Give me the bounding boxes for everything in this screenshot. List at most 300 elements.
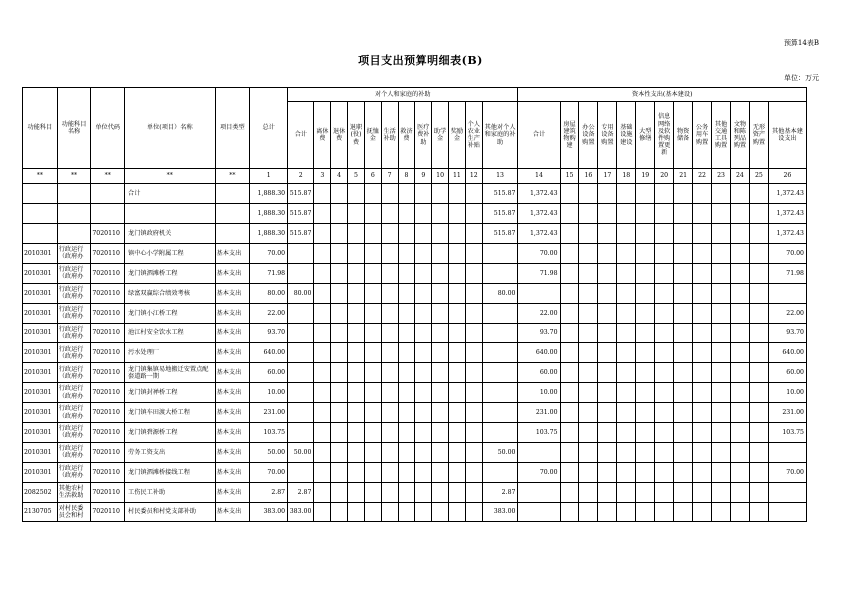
cell-empty xyxy=(712,224,731,244)
cell-empty xyxy=(617,283,636,303)
cell-empty xyxy=(449,383,466,403)
cell-empty xyxy=(730,383,749,403)
cell-empty xyxy=(674,283,693,303)
cell-empty xyxy=(314,383,331,403)
cell-unit-code: 7020110 xyxy=(91,224,125,244)
cell-func-name: 对村民委员会和村 xyxy=(57,502,91,522)
table-row xyxy=(23,184,807,204)
cell-personal-other: 2.87 xyxy=(482,482,518,502)
cell-proj-type: 基本支出 xyxy=(215,403,250,423)
cell-empty xyxy=(636,204,655,224)
header-number-cell: 5 xyxy=(348,169,365,184)
cell-empty xyxy=(381,184,398,204)
cell-capital-other: 640.00 xyxy=(768,343,806,363)
cell-empty xyxy=(617,263,636,283)
cell-empty xyxy=(712,303,731,323)
cell-empty xyxy=(730,442,749,462)
cell-empty xyxy=(617,482,636,502)
cell-empty xyxy=(693,462,712,482)
cell-empty xyxy=(364,244,381,264)
cell-empty xyxy=(465,462,482,482)
cell-personal-total xyxy=(288,423,314,443)
cell-unit-code: 7020110 xyxy=(91,482,125,502)
cell-unit-name: 龙门镇政府机关 xyxy=(125,224,215,244)
cell-empty xyxy=(381,403,398,423)
cell-empty xyxy=(674,462,693,482)
cell-empty xyxy=(598,462,617,482)
header-number-cell: 23 xyxy=(712,169,731,184)
cell-empty xyxy=(749,383,768,403)
cell-capital-other: 231.00 xyxy=(768,403,806,423)
header-number-cell: 16 xyxy=(579,169,598,184)
cell-empty xyxy=(730,462,749,482)
cell-total: 70.00 xyxy=(250,244,288,264)
cell-empty xyxy=(730,263,749,283)
cell-empty xyxy=(579,224,598,244)
header-number-cell: 2 xyxy=(288,169,314,184)
cell-empty xyxy=(749,502,768,522)
cell-empty xyxy=(398,462,415,482)
cell-empty xyxy=(348,502,365,522)
cell-capital-other xyxy=(768,482,806,502)
cell-empty xyxy=(331,283,348,303)
cell-empty xyxy=(432,502,449,522)
cell-unit-name: 工伤民工补助 xyxy=(125,482,215,502)
cell-empty xyxy=(415,383,432,403)
cell-empty xyxy=(432,224,449,244)
cell-empty xyxy=(579,303,598,323)
cell-empty xyxy=(364,263,381,283)
cell-empty xyxy=(432,283,449,303)
cell-empty xyxy=(730,184,749,204)
cell-empty xyxy=(636,482,655,502)
cell-empty xyxy=(617,442,636,462)
cell-empty xyxy=(730,423,749,443)
cell-capital-total: 1,372.43 xyxy=(518,204,560,224)
cell-proj-type: 基本支出 xyxy=(215,244,250,264)
cell-empty xyxy=(432,363,449,383)
cell-empty xyxy=(655,283,674,303)
cell-empty xyxy=(636,224,655,244)
cell-total: 22.00 xyxy=(250,303,288,323)
cell-empty xyxy=(415,184,432,204)
cell-unit-name: 池江村安全饮水工程 xyxy=(125,323,215,343)
cell-empty xyxy=(560,224,579,244)
cell-empty xyxy=(465,323,482,343)
cell-empty xyxy=(364,363,381,383)
cell-personal-other: 515.87 xyxy=(482,224,518,244)
cell-empty xyxy=(749,303,768,323)
cell-empty xyxy=(617,462,636,482)
cell-func-name: 行政运行（政府办 xyxy=(57,283,91,303)
cell-empty xyxy=(449,482,466,502)
header-personal-col: 合计 xyxy=(288,102,314,169)
cell-empty xyxy=(693,482,712,502)
cell-empty xyxy=(674,442,693,462)
cell-empty xyxy=(579,323,598,343)
cell-empty xyxy=(398,283,415,303)
cell-func-name xyxy=(57,204,91,224)
cell-empty xyxy=(674,204,693,224)
cell-unit-code: 7020110 xyxy=(91,502,125,522)
cell-total: 1,888.30 xyxy=(250,184,288,204)
cell-empty xyxy=(560,423,579,443)
cell-func-name: 行政运行（政府办 xyxy=(57,423,91,443)
cell-capital-other xyxy=(768,442,806,462)
cell-empty xyxy=(655,263,674,283)
cell-func: 2010301 xyxy=(23,403,58,423)
cell-empty xyxy=(617,383,636,403)
cell-func: 2010301 xyxy=(23,462,58,482)
cell-empty xyxy=(465,303,482,323)
cell-empty xyxy=(712,263,731,283)
cell-empty xyxy=(381,263,398,283)
cell-capital-total: 60.00 xyxy=(518,363,560,383)
cell-empty xyxy=(465,363,482,383)
cell-personal-other xyxy=(482,383,518,403)
cell-empty xyxy=(465,442,482,462)
cell-empty xyxy=(381,363,398,383)
cell-empty xyxy=(598,482,617,502)
cell-capital-total: 103.75 xyxy=(518,423,560,443)
cell-empty xyxy=(415,482,432,502)
cell-empty xyxy=(398,403,415,423)
cell-proj-type: 基本支出 xyxy=(215,283,250,303)
header-number-cell: 12 xyxy=(465,169,482,184)
cell-empty xyxy=(579,363,598,383)
cell-empty xyxy=(398,363,415,383)
cell-unit-code: 7020110 xyxy=(91,343,125,363)
header-func: 功能科目 xyxy=(23,88,58,169)
cell-func: 2010301 xyxy=(23,363,58,383)
cell-empty xyxy=(617,224,636,244)
cell-func-name: 行政运行（政府办 xyxy=(57,363,91,383)
cell-empty xyxy=(449,423,466,443)
cell-empty xyxy=(598,224,617,244)
cell-empty xyxy=(693,502,712,522)
cell-empty xyxy=(449,323,466,343)
cell-empty xyxy=(693,383,712,403)
cell-empty xyxy=(381,502,398,522)
header-capital-col: 大型修缮 xyxy=(636,102,655,169)
cell-empty xyxy=(617,423,636,443)
cell-empty xyxy=(749,184,768,204)
cell-empty xyxy=(331,403,348,423)
header-number-cell: 9 xyxy=(415,169,432,184)
cell-unit-name: 龙门镇封禅桥工程 xyxy=(125,383,215,403)
cell-empty xyxy=(560,442,579,462)
cell-func: 2010301 xyxy=(23,283,58,303)
cell-empty xyxy=(364,224,381,244)
cell-personal-total: 515.87 xyxy=(288,184,314,204)
cell-unit-code: 7020110 xyxy=(91,383,125,403)
cell-total: 50.00 xyxy=(250,442,288,462)
cell-empty xyxy=(749,204,768,224)
cell-empty xyxy=(348,323,365,343)
cell-empty xyxy=(579,383,598,403)
cell-unit-code: 7020110 xyxy=(91,423,125,443)
cell-empty xyxy=(598,442,617,462)
cell-empty xyxy=(674,263,693,283)
cell-capital-total: 71.98 xyxy=(518,263,560,283)
cell-unit-name: 村民委员和村党支部补助 xyxy=(125,502,215,522)
cell-empty xyxy=(331,462,348,482)
cell-empty xyxy=(579,263,598,283)
cell-empty xyxy=(465,502,482,522)
cell-empty xyxy=(560,363,579,383)
cell-empty xyxy=(693,224,712,244)
header-proj-type: 项目类型 xyxy=(215,88,250,169)
cell-empty xyxy=(712,323,731,343)
cell-empty xyxy=(598,303,617,323)
cell-empty xyxy=(560,263,579,283)
cell-empty xyxy=(415,303,432,323)
header-personal-col: 退休费 xyxy=(331,102,348,169)
header-capital-col: 其他交通工具购置 xyxy=(712,102,731,169)
cell-empty xyxy=(730,224,749,244)
cell-empty xyxy=(579,502,598,522)
cell-empty xyxy=(364,204,381,224)
cell-empty xyxy=(348,462,365,482)
cell-empty xyxy=(598,244,617,264)
cell-empty xyxy=(560,383,579,403)
cell-empty xyxy=(331,323,348,343)
cell-func-name: 行政运行（政府办 xyxy=(57,403,91,423)
cell-capital-other: 70.00 xyxy=(768,244,806,264)
cell-empty xyxy=(560,283,579,303)
cell-empty xyxy=(674,482,693,502)
cell-total: 80.00 xyxy=(250,283,288,303)
header-personal-col: 生活补助 xyxy=(381,102,398,169)
cell-proj-type: 基本支出 xyxy=(215,323,250,343)
cell-empty xyxy=(364,403,381,423)
header-number-cell: 26 xyxy=(768,169,806,184)
cell-empty xyxy=(364,383,381,403)
cell-total: 60.00 xyxy=(250,363,288,383)
cell-empty xyxy=(381,383,398,403)
cell-empty xyxy=(560,184,579,204)
cell-empty xyxy=(730,323,749,343)
cell-empty xyxy=(415,283,432,303)
cell-empty xyxy=(749,363,768,383)
cell-func: 2082502 xyxy=(23,482,58,502)
cell-empty xyxy=(598,204,617,224)
cell-capital-total: 70.00 xyxy=(518,462,560,482)
cell-empty xyxy=(314,423,331,443)
header-number-cell: 6 xyxy=(364,169,381,184)
cell-capital-other xyxy=(768,502,806,522)
header-number-cell: 18 xyxy=(617,169,636,184)
header-personal-col: 助学金 xyxy=(432,102,449,169)
cell-empty xyxy=(364,442,381,462)
cell-empty xyxy=(636,343,655,363)
table-row xyxy=(23,263,807,283)
cell-unit-name: 合计 xyxy=(125,184,215,204)
cell-empty xyxy=(617,403,636,423)
cell-empty xyxy=(331,224,348,244)
cell-total: 2.87 xyxy=(250,482,288,502)
cell-empty xyxy=(674,403,693,423)
cell-capital-other: 60.00 xyxy=(768,363,806,383)
cell-personal-total xyxy=(288,303,314,323)
header-number-cell: 4 xyxy=(331,169,348,184)
cell-empty xyxy=(712,403,731,423)
header-capital-col: 信息网络及软件购置更新 xyxy=(655,102,674,169)
header-number-cell: 22 xyxy=(693,169,712,184)
cell-capital-other: 70.00 xyxy=(768,462,806,482)
cell-func-name xyxy=(57,184,91,204)
cell-empty xyxy=(398,423,415,443)
cell-empty xyxy=(674,423,693,443)
cell-empty xyxy=(348,403,365,423)
cell-empty xyxy=(749,244,768,264)
cell-empty xyxy=(655,462,674,482)
budget-table xyxy=(22,87,807,522)
cell-func: 2010301 xyxy=(23,244,58,264)
cell-personal-total: 50.00 xyxy=(288,442,314,462)
cell-empty xyxy=(364,283,381,303)
cell-empty xyxy=(348,244,365,264)
cell-empty xyxy=(331,502,348,522)
cell-proj-type xyxy=(215,224,250,244)
cell-empty xyxy=(749,224,768,244)
cell-empty xyxy=(636,442,655,462)
header-number-cell: 20 xyxy=(655,169,674,184)
cell-empty xyxy=(432,244,449,264)
cell-empty xyxy=(348,383,365,403)
cell-func: 2010301 xyxy=(23,343,58,363)
cell-unit-name: 劳务工资支出 xyxy=(125,442,215,462)
cell-empty xyxy=(655,224,674,244)
table-row xyxy=(23,462,807,482)
table-row xyxy=(23,403,807,423)
cell-empty xyxy=(636,323,655,343)
cell-empty xyxy=(381,204,398,224)
cell-empty xyxy=(398,323,415,343)
header-code-row xyxy=(23,169,807,184)
cell-capital-total xyxy=(518,482,560,502)
cell-empty xyxy=(712,184,731,204)
cell-empty xyxy=(617,184,636,204)
cell-empty xyxy=(693,403,712,423)
cell-empty xyxy=(331,442,348,462)
header-personal-col: 奖励金 xyxy=(449,102,466,169)
cell-empty xyxy=(398,263,415,283)
cell-empty xyxy=(314,184,331,204)
header-number-cell: 19 xyxy=(636,169,655,184)
header-group-personal: 对个人和家庭的补助 xyxy=(288,88,518,102)
cell-capital-total: 22.00 xyxy=(518,303,560,323)
form-number-label: 预算14表B xyxy=(783,39,819,47)
table-row xyxy=(23,303,807,323)
header-capital-col: 公务用车购置 xyxy=(693,102,712,169)
cell-empty xyxy=(712,482,731,502)
header-number-cell: 3 xyxy=(314,169,331,184)
cell-empty xyxy=(415,263,432,283)
cell-empty xyxy=(655,403,674,423)
cell-empty xyxy=(364,462,381,482)
cell-capital-other: 10.00 xyxy=(768,383,806,403)
header-row-1 xyxy=(23,88,807,102)
cell-total: 10.00 xyxy=(250,383,288,403)
cell-empty xyxy=(432,184,449,204)
cell-proj-type: 基本支出 xyxy=(215,363,250,383)
cell-empty xyxy=(749,403,768,423)
cell-empty xyxy=(636,263,655,283)
cell-empty xyxy=(560,204,579,224)
cell-empty xyxy=(465,423,482,443)
cell-empty xyxy=(331,263,348,283)
header-star-cell: ** xyxy=(91,169,125,184)
cell-empty xyxy=(465,482,482,502)
cell-empty xyxy=(364,502,381,522)
cell-proj-type: 基本支出 xyxy=(215,263,250,283)
cell-empty xyxy=(381,303,398,323)
cell-empty xyxy=(348,184,365,204)
cell-empty xyxy=(348,343,365,363)
cell-empty xyxy=(598,502,617,522)
cell-empty xyxy=(598,323,617,343)
cell-capital-total xyxy=(518,442,560,462)
cell-empty xyxy=(465,383,482,403)
cell-empty xyxy=(598,403,617,423)
cell-empty xyxy=(331,482,348,502)
cell-empty xyxy=(314,403,331,423)
cell-empty xyxy=(449,204,466,224)
cell-unit-code xyxy=(91,204,125,224)
cell-empty xyxy=(636,462,655,482)
cell-unit-name: 龙门镇碧源桥工程 xyxy=(125,423,215,443)
header-capital-col: 其他基本建设支出 xyxy=(768,102,806,169)
cell-empty xyxy=(465,343,482,363)
cell-empty xyxy=(381,283,398,303)
cell-capital-total: 93.70 xyxy=(518,323,560,343)
table-row xyxy=(23,323,807,343)
cell-empty xyxy=(432,482,449,502)
cell-capital-total xyxy=(518,502,560,522)
cell-empty xyxy=(381,482,398,502)
cell-personal-other xyxy=(482,263,518,283)
cell-empty xyxy=(314,244,331,264)
cell-empty xyxy=(449,224,466,244)
cell-empty xyxy=(364,343,381,363)
cell-empty xyxy=(636,244,655,264)
cell-empty xyxy=(730,482,749,502)
cell-empty xyxy=(730,502,749,522)
cell-empty xyxy=(560,244,579,264)
cell-empty xyxy=(730,244,749,264)
header-total: 总计 xyxy=(250,88,288,169)
header-number-cell: 8 xyxy=(398,169,415,184)
header-number-cell: 25 xyxy=(749,169,768,184)
cell-proj-type: 基本支出 xyxy=(215,383,250,403)
cell-unit-code: 7020110 xyxy=(91,303,125,323)
cell-empty xyxy=(381,244,398,264)
cell-empty xyxy=(674,184,693,204)
cell-empty xyxy=(560,343,579,363)
header-number-cell: 13 xyxy=(482,169,518,184)
cell-empty xyxy=(331,303,348,323)
cell-empty xyxy=(617,323,636,343)
cell-total: 383.00 xyxy=(250,502,288,522)
cell-personal-other xyxy=(482,423,518,443)
cell-empty xyxy=(598,363,617,383)
cell-empty xyxy=(730,403,749,423)
cell-empty xyxy=(693,303,712,323)
cell-empty xyxy=(598,383,617,403)
table-row xyxy=(23,343,807,363)
cell-empty xyxy=(693,244,712,264)
